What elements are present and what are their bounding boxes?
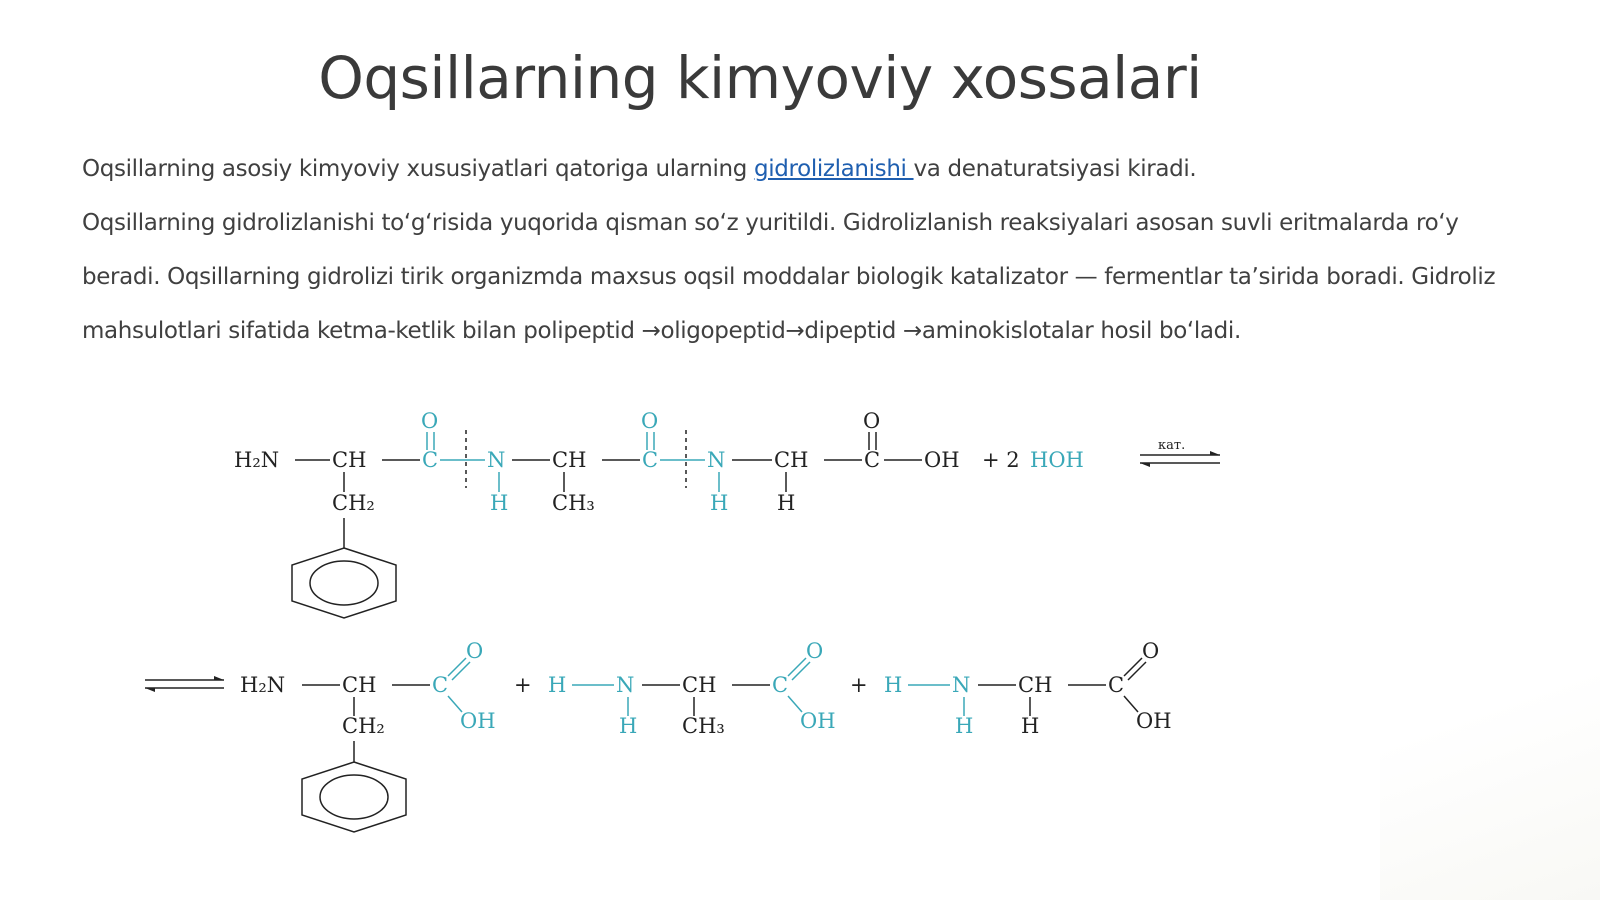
oxygen-3: O <box>863 409 881 433</box>
oxygen-1: O <box>421 409 439 433</box>
product-ch-hydrogen: H <box>1021 714 1040 738</box>
ch2-substituent: CH₂ <box>332 491 375 515</box>
slide-title: Oqsillarning kimyoviy xossalari <box>318 44 1202 112</box>
product-ch3: CH₃ <box>682 714 725 738</box>
oxygen-2: O <box>641 409 659 433</box>
product-oxygen-3: O <box>1142 639 1160 663</box>
product-ch-3: CH <box>1018 673 1053 697</box>
product-oxygen-2: O <box>806 639 824 663</box>
ch-carbon-2: CH <box>552 448 587 472</box>
hydrolysis-link[interactable]: gidrolizlanishi <box>753 156 914 182</box>
catalyst-label: кат. <box>1158 438 1186 453</box>
product-h2n: H₂N <box>240 673 286 697</box>
product-ch-2: CH <box>682 673 717 697</box>
product-n-hydrogen-3: H <box>955 714 974 738</box>
intro-text-after: va denaturatsiyasi kiradi. <box>913 156 1197 182</box>
product-c-3: C <box>1108 673 1125 697</box>
hydroxyl-group: OH <box>924 448 960 472</box>
ch-carbon-3: CH <box>774 448 809 472</box>
product-oxygen-1: O <box>466 639 484 663</box>
carbonyl-carbon-1: C <box>422 448 439 472</box>
product-n-2: N <box>616 673 635 697</box>
plus-sign-2: + <box>850 673 868 697</box>
n-hydrogen-1: H <box>490 491 509 515</box>
product-ch2: CH₂ <box>342 714 385 738</box>
ch-hydrogen: H <box>777 491 796 515</box>
amide-nitrogen-2: N <box>707 448 726 472</box>
product-ch-1: CH <box>342 673 377 697</box>
carboxyl-carbon: C <box>864 448 881 472</box>
product-c-2: C <box>772 673 789 697</box>
product-n-hydrogen-2: H <box>619 714 638 738</box>
product-h-3: H <box>884 673 903 697</box>
ch-carbon-1: CH <box>332 448 367 472</box>
product-oh-2: OH <box>800 709 836 733</box>
ch3-substituent: CH₃ <box>552 491 595 515</box>
h2n-group: H₂N <box>234 448 280 472</box>
product-oh-1: OH <box>460 709 496 733</box>
product-h-2: H <box>548 673 567 697</box>
product-oh-3: OH <box>1136 709 1172 733</box>
plus-sign-1: + <box>514 673 532 697</box>
hydrolysis-reaction-diagram <box>0 400 1600 870</box>
intro-text-before: Oqsillarning asosiy kimyoviy xususiyatlari qatoriga ularning <box>82 156 754 182</box>
slide-body <box>82 142 1522 358</box>
amide-nitrogen-1: N <box>487 448 506 472</box>
hydrolysis-paragraph: Oqsillarning gidrolizlanishi toʻgʻrisida yuqorida qisman soʻz yuritildi. Gidrolizlanish reaksiyalari asosan suvli eritmalarda roʻy beradi. Oqsillarning gidrolizi tirik organizmda maxsus oqsil moddalar biologik katalizator — fermentlar taʼsirida boradi. Gidroliz mahsulotlari sifatida ketma-ketlik bilan polipeptid →oligopeptid→dipeptid →aminokislotalar hosil boʻladi. <box>82 210 1496 344</box>
water-label: HOH <box>1030 448 1084 472</box>
plus-two-label: + 2 <box>982 448 1020 472</box>
n-hydrogen-2: H <box>710 491 729 515</box>
product-n-3: N <box>952 673 971 697</box>
benzene-ring-1 <box>292 548 396 618</box>
intro-paragraph <box>82 142 1522 196</box>
benzene-ring-2 <box>302 762 406 832</box>
product-c-1: C <box>432 673 449 697</box>
carbonyl-carbon-2: C <box>642 448 659 472</box>
